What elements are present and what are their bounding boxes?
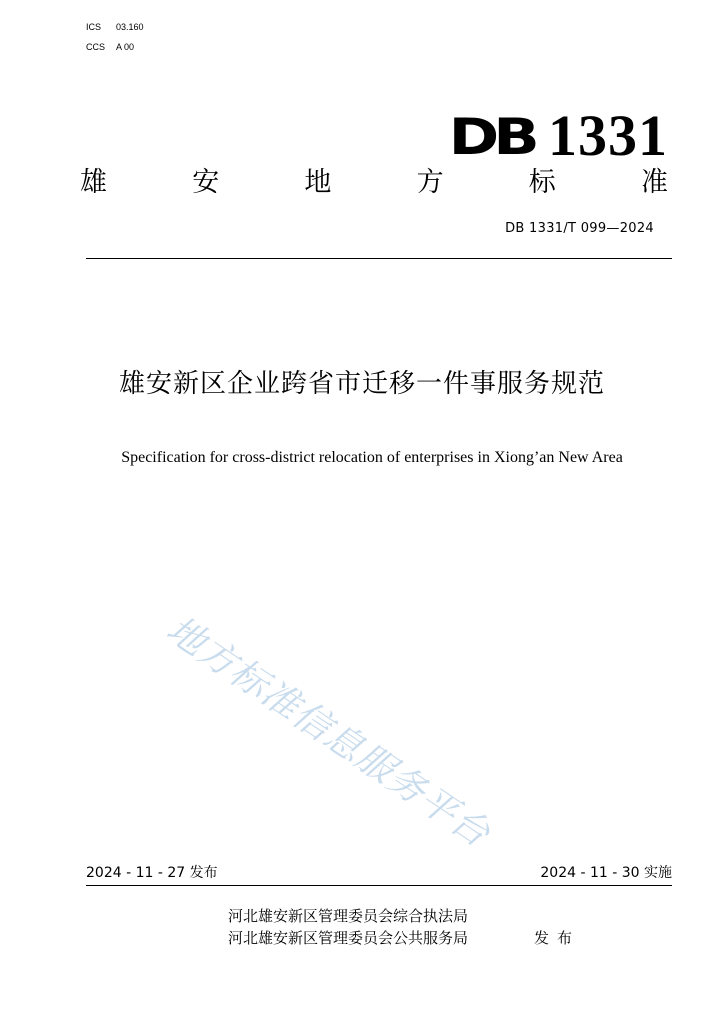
standard-code-letters: DB xyxy=(449,108,534,166)
standard-code-number: 1331 xyxy=(548,103,668,168)
issuer-1: 河北雄安新区管理委员会综合执法局 xyxy=(228,907,469,925)
implementation-date: 2024 - 11 - 30 实施 xyxy=(540,865,672,881)
ics-value: 03.160 xyxy=(116,22,144,32)
issuer-2: 河北雄安新区管理委员会公共服务局 xyxy=(228,929,469,947)
standard-kind-char: 方 xyxy=(416,167,444,198)
standard-kind-char: 标 xyxy=(528,167,556,198)
standard-kind-char: 地 xyxy=(304,167,332,198)
ics-label: ICS xyxy=(86,22,102,32)
standard-kind-char: 安 xyxy=(192,167,220,198)
standard-kind-char: 准 xyxy=(640,167,668,198)
title-chinese: 雄安新区企业跨省市迁移一件事服务规范 xyxy=(118,369,605,399)
ccs-value: A 00 xyxy=(116,42,135,52)
issue-label: 发布 xyxy=(534,929,581,947)
ccs-label: CCS xyxy=(86,42,106,52)
top-divider xyxy=(86,258,672,259)
release-date: 2024 - 11 - 27 发布 xyxy=(86,865,218,881)
watermark: 地方标准信息服务平台 xyxy=(158,607,499,856)
standard-code-logo xyxy=(449,103,668,168)
ccs-line xyxy=(86,41,134,53)
ics-line xyxy=(86,21,144,33)
bottom-divider xyxy=(86,885,672,886)
title-english: Specification for cross-district relocation of enterprises in Xiong’an New Area xyxy=(121,449,623,466)
standard-kind-char: 雄 xyxy=(80,167,107,198)
standard-kind-heading xyxy=(80,166,668,200)
standard-number: DB 1331/T 099—2024 xyxy=(505,221,654,236)
